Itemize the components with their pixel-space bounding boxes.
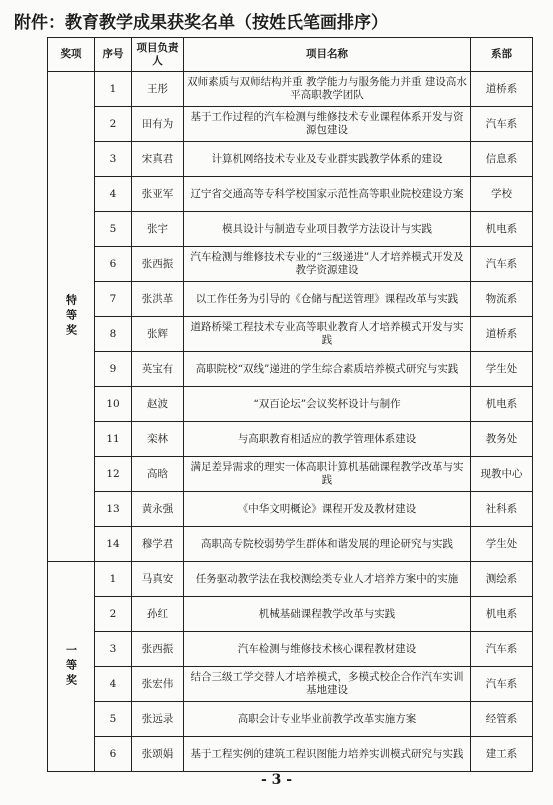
table-row xyxy=(48,142,533,177)
project-name: 《中华文明概论》课程开发及教材建设 xyxy=(184,492,471,527)
row-number: 4 xyxy=(95,667,132,702)
table-row xyxy=(48,212,533,247)
table-header-row xyxy=(48,38,533,72)
award-level-label: 特等奖 xyxy=(64,294,78,339)
table-row xyxy=(48,562,533,597)
table-row xyxy=(48,667,533,702)
table-row xyxy=(48,632,533,667)
header-project: 项目名称 xyxy=(184,38,471,72)
table-row xyxy=(48,492,533,527)
leader-name: 王彤 xyxy=(132,72,184,107)
project-name: 机械基础课程教学改革与实践 xyxy=(184,597,471,632)
row-number: 6 xyxy=(95,737,132,772)
department: 汽车系 xyxy=(471,247,533,282)
header-level: 奖项 xyxy=(48,38,95,72)
leader-name: 张西振 xyxy=(132,247,184,282)
row-number: 11 xyxy=(95,422,132,457)
page-number: - 3 - xyxy=(260,772,293,788)
table-row xyxy=(48,597,533,632)
department: 机电系 xyxy=(471,387,533,422)
department: 汽车系 xyxy=(471,632,533,667)
leader-name: 高晗 xyxy=(132,457,184,492)
row-number: 9 xyxy=(95,352,132,387)
row-number: 1 xyxy=(95,72,132,107)
department: 学生处 xyxy=(471,352,533,387)
table-row xyxy=(48,352,533,387)
leader-name: 张远录 xyxy=(132,702,184,737)
table-row xyxy=(48,72,533,107)
row-number: 5 xyxy=(95,702,132,737)
row-number: 7 xyxy=(95,282,132,317)
department: 汽车系 xyxy=(471,107,533,142)
row-number: 5 xyxy=(95,212,132,247)
project-name: 高职会计专业毕业前教学改革实施方案 xyxy=(184,702,471,737)
project-name: “双百论坛”会议奖杯设计与制作 xyxy=(184,387,471,422)
row-number: 4 xyxy=(95,177,132,212)
project-name: 结合三级工学交替人才培养模式，多模式校企合作汽车实训基地建设 xyxy=(184,667,471,702)
leader-name: 张亚军 xyxy=(132,177,184,212)
row-number: 12 xyxy=(95,457,132,492)
department: 汽车系 xyxy=(471,667,533,702)
department: 机电系 xyxy=(471,212,533,247)
leader-name: 张辉 xyxy=(132,317,184,352)
project-name: 任务驱动教学法在我校测绘类专业人才培养方案中的实施 xyxy=(184,562,471,597)
department: 道桥系 xyxy=(471,72,533,107)
department: 经管系 xyxy=(471,702,533,737)
department: 学校 xyxy=(471,177,533,212)
department: 测绘系 xyxy=(471,562,533,597)
department: 社科系 xyxy=(471,492,533,527)
document-title: 附件：教育教学成果获奖名单（按姓氏笔画排序） xyxy=(14,13,388,33)
header-leader: 项目负责人 xyxy=(132,38,184,72)
table-row xyxy=(48,177,533,212)
project-name: 高职高专院校弱势学生群体和谐发展的理论研究与实践 xyxy=(184,527,471,562)
department: 道桥系 xyxy=(471,317,533,352)
header-no: 序号 xyxy=(95,38,132,72)
project-name: 高职院校“双线”递进的学生综合素质培养模式研究与实践 xyxy=(184,352,471,387)
leader-name: 黄永强 xyxy=(132,492,184,527)
leader-name: 田有为 xyxy=(132,107,184,142)
table-row xyxy=(48,422,533,457)
row-number: 2 xyxy=(95,597,132,632)
department: 信息系 xyxy=(471,142,533,177)
department: 现教中心 xyxy=(471,457,533,492)
row-number: 14 xyxy=(95,527,132,562)
department: 物流系 xyxy=(471,282,533,317)
table-row xyxy=(48,247,533,282)
project-name: 汽车检测与维修技术专业的“三级递进”人才培养模式开发及教学资源建设 xyxy=(184,247,471,282)
project-name: 模具设计与制造专业项目教学方法设计与实践 xyxy=(184,212,471,247)
leader-name: 英宝有 xyxy=(132,352,184,387)
table-body xyxy=(48,72,533,772)
leader-name: 孙红 xyxy=(132,597,184,632)
leader-name: 张洪革 xyxy=(132,282,184,317)
project-name: 计算机网络技术专业及专业群实践教学体系的建设 xyxy=(184,142,471,177)
leader-name: 宋真君 xyxy=(132,142,184,177)
table-row xyxy=(48,317,533,352)
row-number: 3 xyxy=(95,142,132,177)
project-name: 汽车检测与维修技术核心课程教材建设 xyxy=(184,632,471,667)
table-row xyxy=(48,282,533,317)
leader-name: 张颂娟 xyxy=(132,737,184,772)
leader-name: 马真安 xyxy=(132,562,184,597)
row-number: 3 xyxy=(95,632,132,667)
department: 建工系 xyxy=(471,737,533,772)
project-name: 满足差异需求的理实一体高职计算机基础课程教学改革与实践 xyxy=(184,457,471,492)
project-name: 与高职教育相适应的教学管理体系建设 xyxy=(184,422,471,457)
project-name: 基于工程实例的建筑工程识图能力培养实训模式研究与实践 xyxy=(184,737,471,772)
table-row xyxy=(48,107,533,142)
project-name: 双师素质与双师结构并重 教学能力与服务能力并重 建设高水平高职教学团队 xyxy=(184,72,471,107)
table-row xyxy=(48,702,533,737)
award-level-cell xyxy=(48,72,95,562)
row-number: 1 xyxy=(95,562,132,597)
row-number: 2 xyxy=(95,107,132,142)
header-dept: 系部 xyxy=(471,38,533,72)
leader-name: 穆学君 xyxy=(132,527,184,562)
table-row xyxy=(48,527,533,562)
department: 机电系 xyxy=(471,597,533,632)
leader-name: 赵波 xyxy=(132,387,184,422)
table-row xyxy=(48,457,533,492)
leader-name: 张宏伟 xyxy=(132,667,184,702)
awards-table xyxy=(47,37,533,772)
leader-name: 张西振 xyxy=(132,632,184,667)
award-level-cell xyxy=(48,562,95,772)
row-number: 8 xyxy=(95,317,132,352)
table-row xyxy=(48,737,533,772)
project-name: 道路桥梁工程技术专业高等职业教育人才培养模式开发与实践 xyxy=(184,317,471,352)
project-name: 以工作任务为引导的《仓储与配送管理》课程改革与实践 xyxy=(184,282,471,317)
row-number: 6 xyxy=(95,247,132,282)
row-number: 10 xyxy=(95,387,132,422)
department: 教务处 xyxy=(471,422,533,457)
table-row xyxy=(48,387,533,422)
leader-name: 张宇 xyxy=(132,212,184,247)
project-name: 辽宁省交通高等专科学校国家示范性高等职业院校建设方案 xyxy=(184,177,471,212)
project-name: 基于工作过程的汽车检测与维修技术专业课程体系开发与资源包建设 xyxy=(184,107,471,142)
award-level-label: 一等奖 xyxy=(64,644,78,689)
row-number: 13 xyxy=(95,492,132,527)
department: 学生处 xyxy=(471,527,533,562)
leader-name: 栾林 xyxy=(132,422,184,457)
